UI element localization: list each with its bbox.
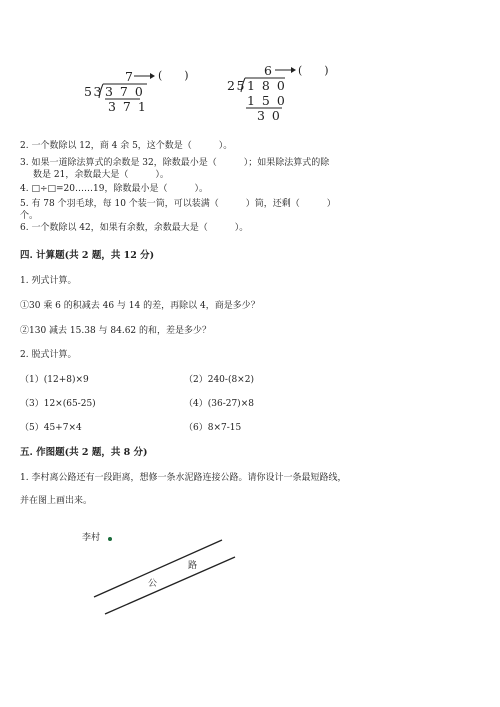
division2-product: 1 5 0 xyxy=(247,93,287,108)
question-5-line1: 5. 有 78 个羽毛球，每 10 个装一筒，可以装满（ ）筒，还剩（ ） xyxy=(20,199,336,209)
division1-answer-blank: ( ) xyxy=(158,69,189,82)
division2-remainder: 3 0 xyxy=(257,108,282,123)
calc-item-5: （5）45+7×4 xyxy=(20,423,82,433)
division2-dividend: 1 8 0 xyxy=(247,78,287,93)
calc-item-6: （6）8×7-15 xyxy=(184,423,242,433)
section-5-p1-line1: 1. 李村离公路还有一段距离，想修一条水泥路连接公路。请你设计一条最短路线， xyxy=(20,473,347,483)
section-4-p2: 2. 脱式计算。 xyxy=(20,350,77,360)
question-5-line2: 个。 xyxy=(20,211,39,221)
calc-item-1: （1）(12+8)×9 xyxy=(20,375,89,385)
calc-item-4: （4）(36-27)×8 xyxy=(184,399,254,409)
question-6: 6. 一个数除以 42，如果有余数，余数最大是（ ）。 xyxy=(20,223,249,233)
division1-quotient: 7 xyxy=(125,69,135,84)
division2-quotient: 6 xyxy=(264,63,274,78)
section-4-p1-a: ①30 乘 6 的积减去 46 与 14 的差，再除以 4，商是多少？ xyxy=(20,301,260,311)
section-5-title: 五. 作图题(共 2 题，共 8 分) xyxy=(20,447,148,458)
division2-answer-blank: ( ) xyxy=(298,64,329,77)
section-4-title: 四. 计算题(共 2 题，共 12 分) xyxy=(20,250,155,261)
road-label-char-1: 路 xyxy=(188,561,198,571)
road-label-char-2: 公 xyxy=(148,579,158,589)
division1-arrowhead xyxy=(150,73,155,79)
village-dot xyxy=(108,537,112,541)
question-2: 2. 一个数除以 12，商 4 余 5，这个数是（ ）。 xyxy=(20,141,233,151)
section-5-p1-line2: 并在图上画出来。 xyxy=(20,496,93,506)
section-4-p1-b: ②130 减去 15.38 与 84.62 的和，差是多少？ xyxy=(20,326,212,336)
calc-item-3: （3）12×(65-25) xyxy=(20,399,96,409)
village-label: 李村 xyxy=(82,533,101,543)
road-edge-top xyxy=(94,540,222,597)
division2-arrowhead xyxy=(291,67,296,73)
division1-bracket xyxy=(99,84,103,98)
question-3-line2: 数是 21，余数最大是（ ）。 xyxy=(33,170,169,180)
section-4-p1: 1. 列式计算。 xyxy=(20,276,77,286)
question-3-line1: 3. 如果一道除法算式的余数是 32，除数最小是（ ）；如果除法算式的除 xyxy=(20,158,330,168)
calc-item-2: （2）240-(8×2) xyxy=(184,375,254,385)
road-edge-bottom xyxy=(105,557,235,614)
division1-dividend: 3 7 0 xyxy=(105,84,145,99)
division2-bracket xyxy=(241,78,245,92)
division1-divisor: 53 xyxy=(84,84,103,99)
division1-product: 3 7 1 xyxy=(108,99,148,114)
question-4: 4. □÷□=20……19，除数最小是（ ）。 xyxy=(20,184,208,194)
division2-divisor: 25 xyxy=(227,78,246,93)
